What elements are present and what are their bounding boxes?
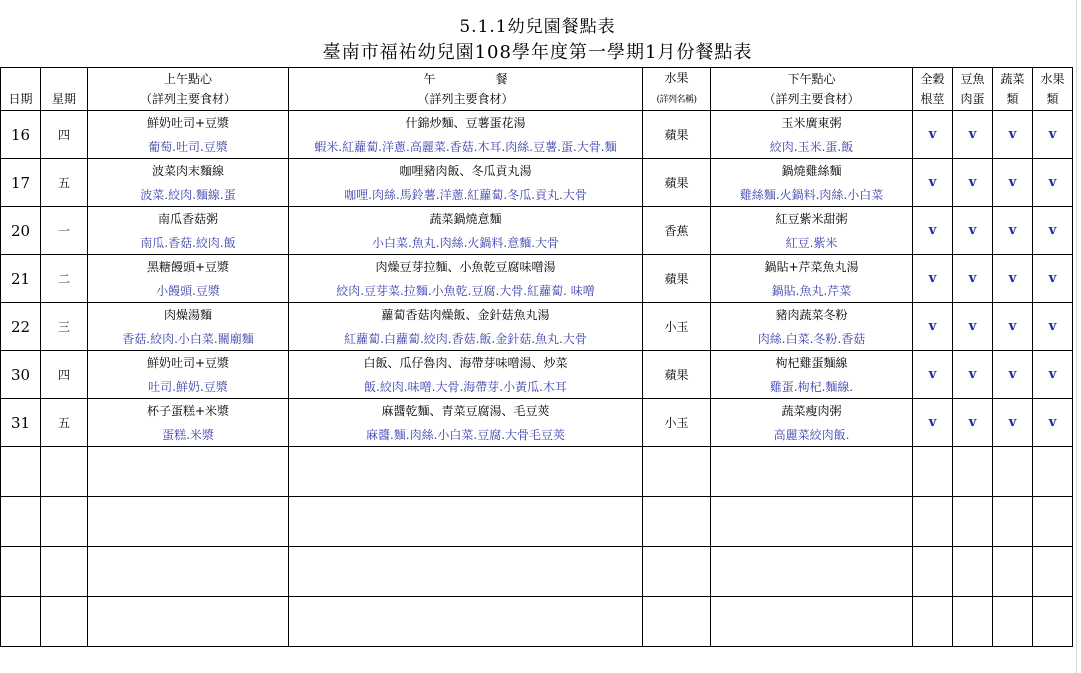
sheet-subtitle: 臺南市福祐幼兒園108學年度第一學期1月份餐點表: [322, 42, 753, 63]
vegetable-check: v: [993, 303, 1033, 351]
empty-cell: [88, 497, 289, 547]
protein-check: v: [953, 399, 993, 447]
lunch-ingredients: 咖哩.肉絲.馬鈴薯.洋蔥.紅蘿蔔.冬瓜.貢丸.大骨: [289, 182, 643, 207]
lunch-ingredients: 紅蘿蔔.白蘿蔔.絞肉.香菇.飯.金針菇.魚丸.大骨: [289, 326, 643, 351]
table-row-ingredients: [1, 230, 1073, 255]
table-row-ingredients: [1, 182, 1073, 207]
fruit-check: v: [1033, 111, 1073, 159]
empty-row: [1, 547, 1073, 597]
weekday-cell: 四: [41, 351, 88, 399]
empty-cell: [41, 447, 88, 497]
fruit-cell: 香蕉: [643, 207, 711, 255]
lunch-dish: 什錦炒麵、豆薯蛋花湯: [289, 111, 643, 135]
pm-snack-dish: 豬肉蔬菜冬粉: [711, 303, 913, 327]
weekday-cell: 一: [41, 207, 88, 255]
protein-check: v: [953, 159, 993, 207]
empty-cell: [913, 597, 953, 647]
fruit-cell: 蘋果: [643, 159, 711, 207]
weekday-cell: 五: [41, 159, 88, 207]
col-fruit: 水果 (詳列名稱): [643, 68, 711, 111]
grains-check: v: [913, 207, 953, 255]
lunch-ingredients: 小白菜.魚丸.肉絲.火鍋料.意麵.大骨: [289, 230, 643, 255]
am-snack-ingredients: 吐司.鮮奶.豆漿: [88, 374, 289, 399]
am-snack-dish: 波菜肉末麵線: [88, 159, 289, 183]
fruit-check: v: [1033, 303, 1073, 351]
col-am-snack: 上午點心 （詳列主要食材）: [88, 68, 289, 111]
empty-cell: [88, 447, 289, 497]
am-snack-dish: 杯子蛋糕+米漿: [88, 399, 289, 423]
lunch-ingredients: 麻醬.麵.肉絲.小白菜.豆腐.大骨毛豆莢: [289, 422, 643, 447]
empty-cell: [1, 447, 41, 497]
weekday-cell: 三: [41, 303, 88, 351]
table-row-ingredients: [1, 278, 1073, 303]
date-cell: 30: [1, 351, 41, 399]
am-snack-dish: 黑糖饅頭+豆漿: [88, 255, 289, 279]
grains-check: v: [913, 159, 953, 207]
vegetable-check: v: [993, 351, 1033, 399]
table-row-ingredients: [1, 422, 1073, 447]
empty-cell: [643, 447, 711, 497]
empty-cell: [1033, 497, 1073, 547]
lunch-dish: 肉燥豆芽拉麵、小魚乾豆腐味噌湯: [289, 255, 643, 279]
lunch-ingredients: 飯.絞肉.味噌.大骨.海帶芽.小黃瓜.木耳: [289, 374, 643, 399]
empty-cell: [643, 547, 711, 597]
weekday-cell: 五: [41, 399, 88, 447]
empty-cell: [711, 547, 913, 597]
table-row-ingredients: [1, 326, 1073, 351]
am-snack-ingredients: 蛋糕.米漿: [88, 422, 289, 447]
table-row: [1, 159, 1073, 183]
empty-cell: [1033, 597, 1073, 647]
pm-snack-ingredients: 鍋貼.魚丸.芹菜: [711, 278, 913, 303]
empty-cell: [953, 597, 993, 647]
empty-cell: [711, 597, 913, 647]
table-row: [1, 111, 1073, 135]
table-row: [1, 207, 1073, 231]
empty-cell: [711, 447, 913, 497]
empty-cell: [711, 497, 913, 547]
am-snack-dish: 鮮奶吐司+豆漿: [88, 351, 289, 375]
protein-check: v: [953, 111, 993, 159]
col-date: 日期: [1, 68, 41, 111]
header-row: [1, 68, 1073, 111]
table-row: [1, 255, 1073, 279]
pm-snack-dish: 紅豆紫米甜粥: [711, 207, 913, 231]
col-grains: 全穀 根莖: [913, 68, 953, 111]
pm-snack-ingredients: 肉絲.白菜.冬粉.香菇: [711, 326, 913, 351]
empty-cell: [289, 597, 643, 647]
empty-cell: [913, 497, 953, 547]
empty-cell: [993, 447, 1033, 497]
empty-cell: [643, 597, 711, 647]
sheet-title: 5.1.1幼兒園餐點表: [459, 17, 616, 37]
fruit-cell: 小玉: [643, 303, 711, 351]
date-cell: 16: [1, 111, 41, 159]
table-row-ingredients: [1, 374, 1073, 399]
vegetable-check: v: [993, 159, 1033, 207]
empty-cell: [289, 447, 643, 497]
date-cell: 21: [1, 255, 41, 303]
grains-check: v: [913, 255, 953, 303]
col-vegetable: 蔬菜 類: [993, 68, 1033, 111]
date-cell: 17: [1, 159, 41, 207]
empty-row: [1, 497, 1073, 547]
fruit-cell: 小玉: [643, 399, 711, 447]
lunch-dish: 麻醬乾麵、青菜豆腐湯、毛豆莢: [289, 399, 643, 423]
vegetable-check: v: [993, 255, 1033, 303]
empty-cell: [913, 447, 953, 497]
am-snack-ingredients: 葡萄.吐司.豆漿: [88, 134, 289, 159]
pm-snack-ingredients: 絞肉.玉米.蛋.飯: [711, 134, 913, 159]
lunch-ingredients: 蝦米.紅蘿蔔.洋蔥.高麗菜.香菇.木耳.肉絲.豆薯.蛋.大骨.麵: [289, 134, 643, 159]
grains-check: v: [913, 111, 953, 159]
date-cell: 22: [1, 303, 41, 351]
pm-snack-dish: 玉米廣東粥: [711, 111, 913, 135]
weekday-cell: 二: [41, 255, 88, 303]
empty-cell: [1, 597, 41, 647]
table-row: [1, 303, 1073, 327]
fruit-cell: 蘋果: [643, 111, 711, 159]
protein-check: v: [953, 351, 993, 399]
grains-check: v: [913, 399, 953, 447]
col-pm-snack: 下午點心 （詳列主要食材）: [711, 68, 913, 111]
am-snack-dish: 鮮奶吐司+豆漿: [88, 111, 289, 135]
lunch-dish: 蔬菜鍋燒意麵: [289, 207, 643, 231]
grid-line: [1076, 0, 1077, 673]
pm-snack-dish: 蔬菜瘦肉粥: [711, 399, 913, 423]
fruit-check: v: [1033, 159, 1073, 207]
empty-cell: [41, 597, 88, 647]
empty-cell: [913, 547, 953, 597]
empty-cell: [41, 497, 88, 547]
lunch-dish: 白飯、瓜仔魯肉、海帶芽味噌湯、炒菜: [289, 351, 643, 375]
empty-cell: [88, 597, 289, 647]
empty-cell: [289, 547, 643, 597]
empty-cell: [289, 497, 643, 547]
lunch-dish: 咖哩豬肉飯、冬瓜貢丸湯: [289, 159, 643, 183]
empty-cell: [1033, 447, 1073, 497]
grains-check: v: [913, 303, 953, 351]
am-snack-ingredients: 南瓜.香菇.絞肉.飯: [88, 230, 289, 255]
fruit-check: v: [1033, 351, 1073, 399]
col-fruit-category: 水果 類: [1033, 68, 1073, 111]
am-snack-ingredients: 小饅頭.豆漿: [88, 278, 289, 303]
pm-snack-ingredients: 雞蛋.枸杞.麵線.: [711, 374, 913, 399]
lunch-ingredients: 絞肉.豆芽菜.拉麵.小魚乾.豆腐.大骨.紅蘿蔔. 味噌: [289, 278, 643, 303]
pm-snack-dish: 鍋貼+芹菜魚丸湯: [711, 255, 913, 279]
am-snack-dish: 肉燥湯麵: [88, 303, 289, 327]
am-snack-ingredients: 波菜.絞肉.麵線.蛋: [88, 182, 289, 207]
fruit-check: v: [1033, 399, 1073, 447]
empty-cell: [953, 497, 993, 547]
vegetable-check: v: [993, 399, 1033, 447]
empty-cell: [41, 547, 88, 597]
grains-check: v: [913, 351, 953, 399]
empty-row: [1, 447, 1073, 497]
lunch-dish: 蘿蔔香菇肉燥飯、金針菇魚丸湯: [289, 303, 643, 327]
empty-cell: [88, 547, 289, 597]
empty-row: [1, 597, 1073, 647]
vegetable-check: v: [993, 207, 1033, 255]
pm-snack-ingredients: 紅豆.紫米: [711, 230, 913, 255]
protein-check: v: [953, 255, 993, 303]
table-row: [1, 399, 1073, 423]
empty-cell: [953, 447, 993, 497]
pm-snack-dish: 鍋燒雞絲麵: [711, 159, 913, 183]
date-cell: 20: [1, 207, 41, 255]
fruit-check: v: [1033, 255, 1073, 303]
weekday-cell: 四: [41, 111, 88, 159]
col-weekday: 星期: [41, 68, 88, 111]
empty-cell: [953, 547, 993, 597]
col-protein: 豆魚 肉蛋: [953, 68, 993, 111]
col-lunch: 午 餐 （詳列主要食材）: [289, 68, 643, 111]
am-snack-ingredients: 香菇.絞肉.小白菜.關廟麵: [88, 326, 289, 351]
empty-cell: [1033, 547, 1073, 597]
empty-cell: [993, 547, 1033, 597]
empty-cell: [1, 497, 41, 547]
am-snack-dish: 南瓜香菇粥: [88, 207, 289, 231]
pm-snack-ingredients: 高麗菜絞肉飯.: [711, 422, 913, 447]
vegetable-check: v: [993, 111, 1033, 159]
fruit-cell: 蘋果: [643, 255, 711, 303]
pm-snack-ingredients: 雞絲麵.火鍋料.肉絲.小白菜: [711, 182, 913, 207]
meal-table: [0, 67, 1073, 647]
fruit-cell: 蘋果: [643, 351, 711, 399]
pm-snack-dish: 枸杞雞蛋麵線: [711, 351, 913, 375]
table-row-ingredients: [1, 134, 1073, 159]
date-cell: 31: [1, 399, 41, 447]
table-row: [1, 351, 1073, 375]
empty-cell: [1, 547, 41, 597]
protein-check: v: [953, 207, 993, 255]
empty-cell: [643, 497, 711, 547]
fruit-check: v: [1033, 207, 1073, 255]
empty-cell: [993, 497, 1033, 547]
meal-body: [1, 111, 1073, 647]
empty-cell: [993, 597, 1033, 647]
protein-check: v: [953, 303, 993, 351]
